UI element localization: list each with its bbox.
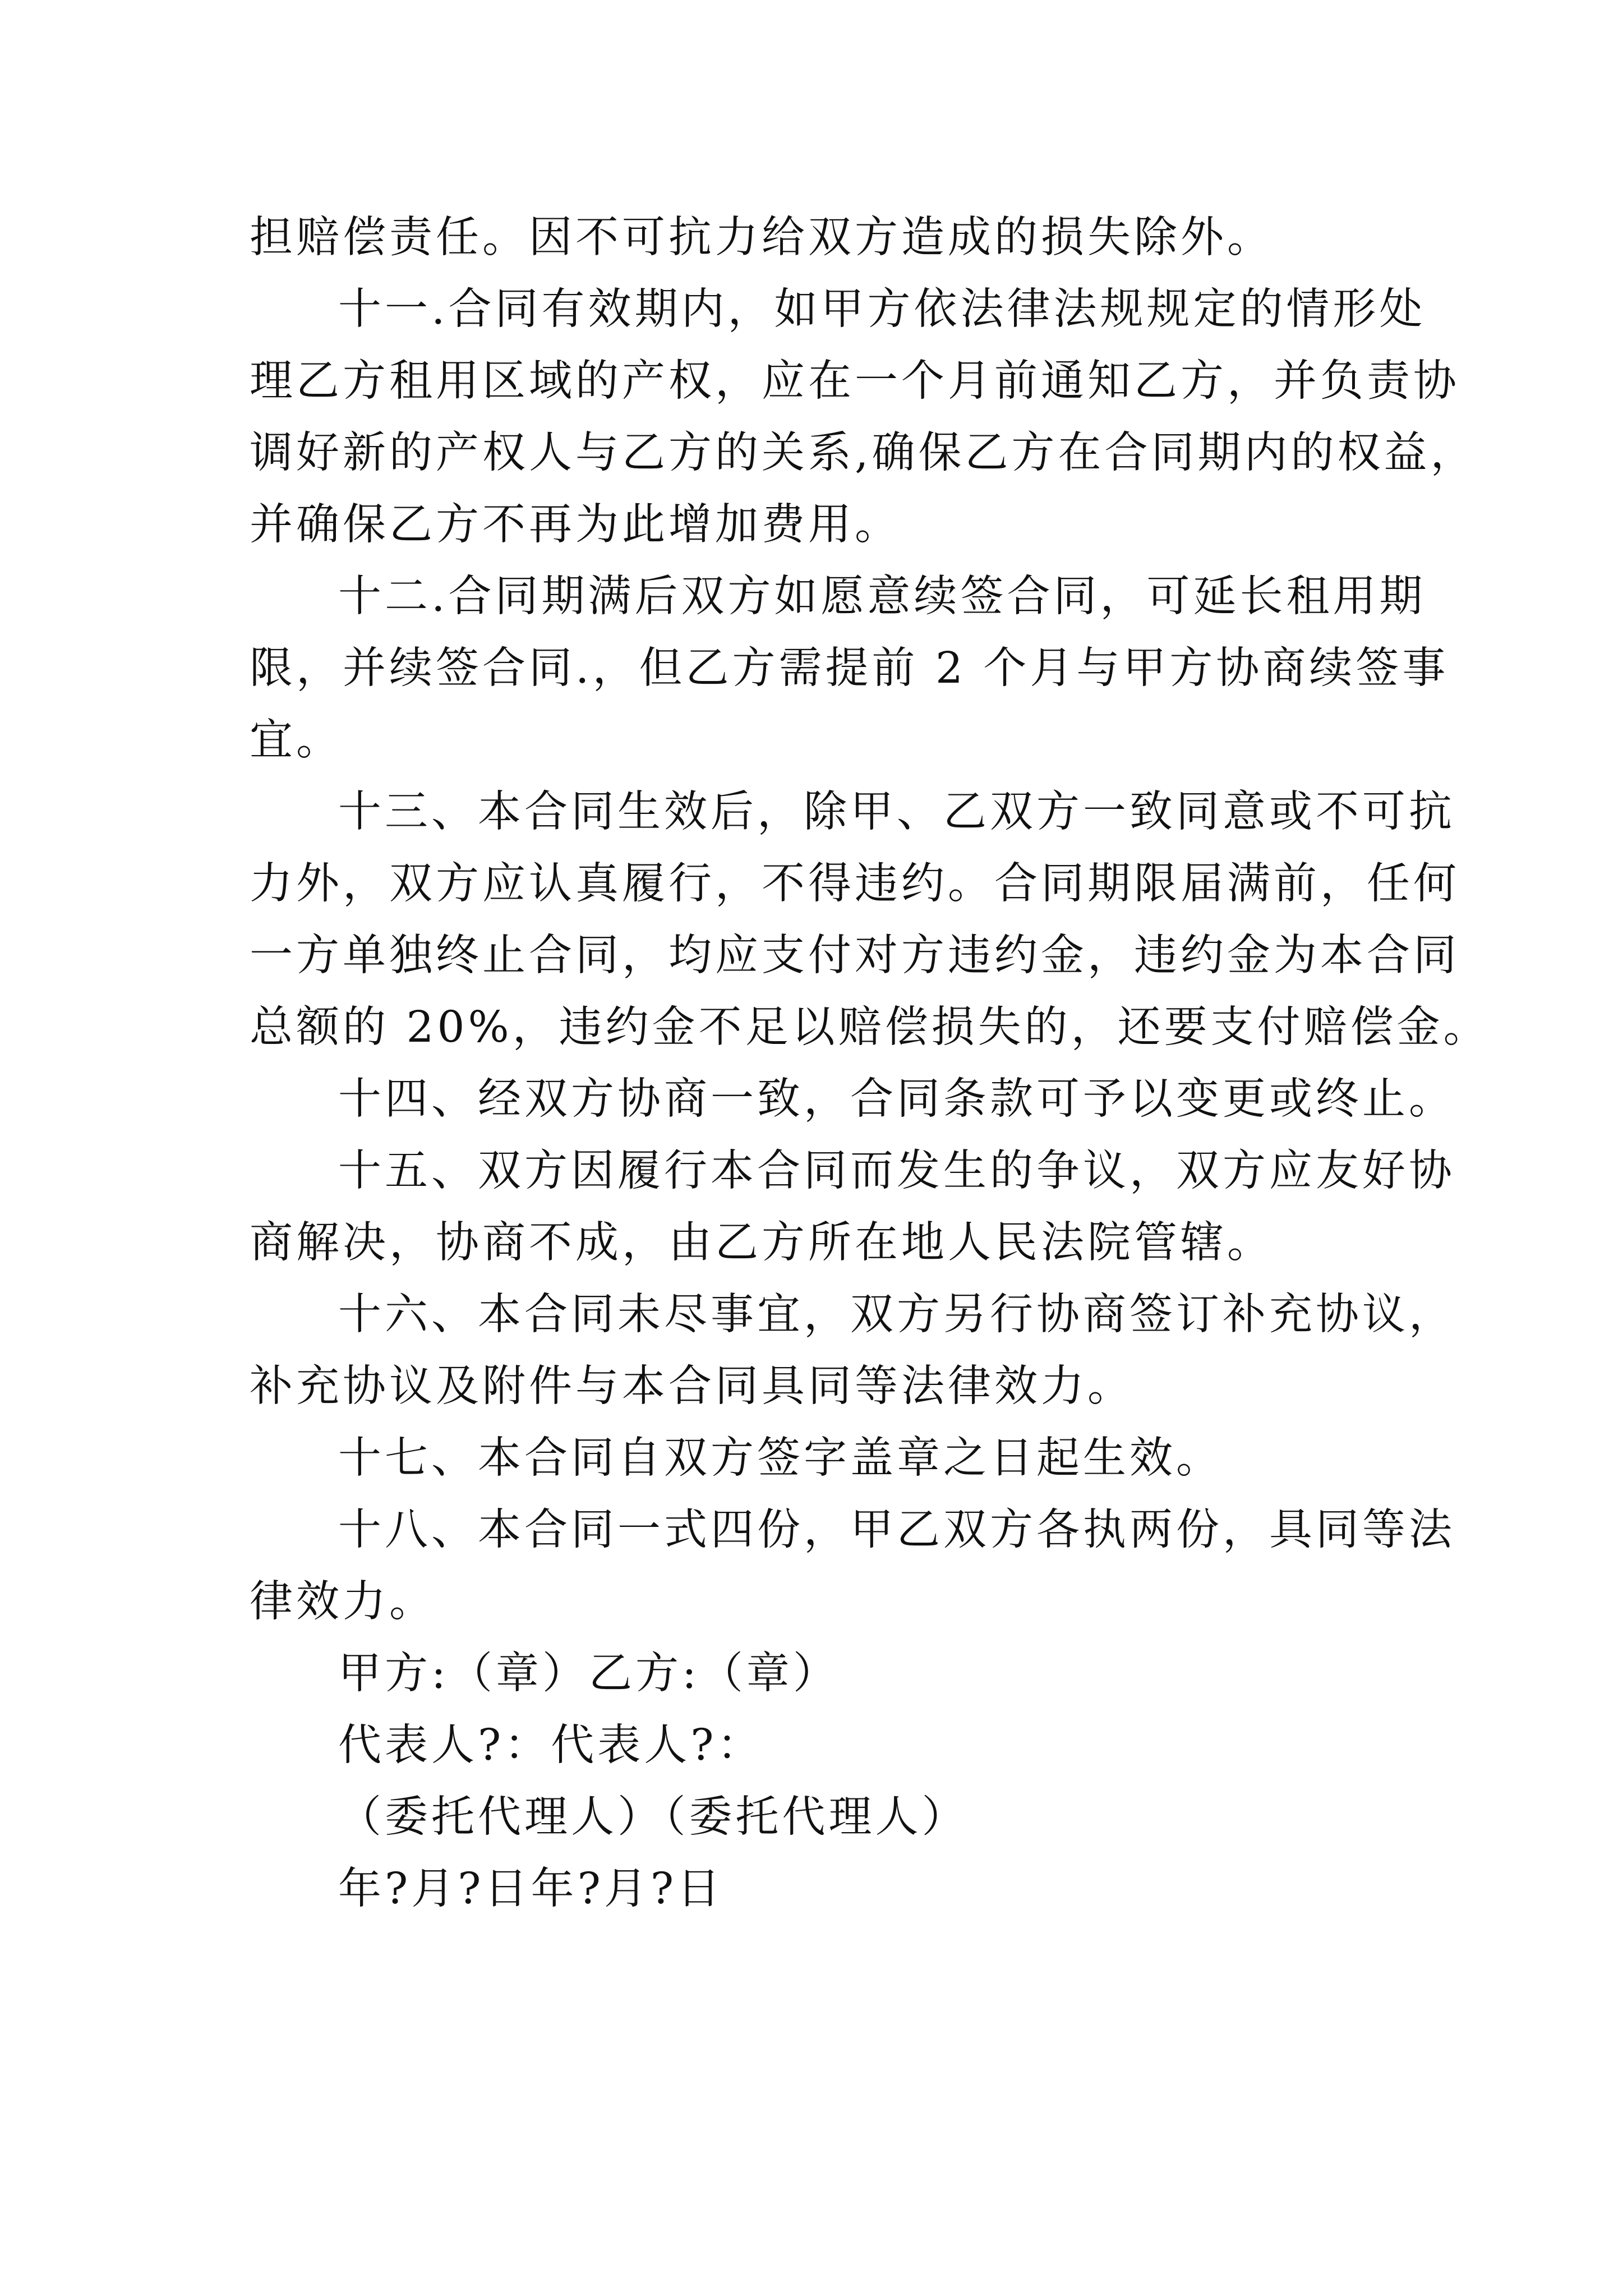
clause-16-line: 十六、本合同未尽事宜，双方另行协商签订补充协议， [338,1290,1455,1340]
text-line: 律效力。 [250,1577,436,1627]
signature-party-line: 甲方:（章）乙方:（章） [338,1649,840,1699]
text-line: 一方单独终止合同，均应支付对方违约金，违约金为本合同 [250,931,1460,981]
clause-12-line: 十二.合同期满后双方如愿意续签合同，可延长租用期 [338,572,1426,622]
text-line: 限，并续签合同.，但乙方需提前 2 个月与甲方协商续签事 [250,643,1449,693]
signature-representative-line: 代表人?：代表人?： [338,1720,764,1770]
text-line: 调好新的产权人与乙方的关系,确保乙方在合同期内的权益， [250,428,1477,478]
text-line: 宜。 [250,715,343,765]
text-line: 总额的 20%，违约金不足以赔偿损失的，还要支付赔偿金。 [250,1002,1490,1052]
text-line: 补充协议及附件与本合同具同等法律效力。 [250,1361,1134,1411]
signature-date-line: 年?月?日年?月?日 [338,1864,724,1914]
clause-11-line: 十一.合同有效期内，如甲方依法律法规规定的情形处 [338,284,1426,334]
clause-15-line: 十五、双方因履行本合同而发生的争议，双方应友好协 [338,1146,1455,1196]
text-line: 力外，双方应认真履行，不得违约。合同期限届满前，任何 [250,859,1460,909]
clause-13-line: 十三、本合同生效后，除甲、乙双方一致同意或不可抗 [338,787,1455,837]
text-line: 并确保乙方不再为此增加费用。 [250,500,901,550]
clause-18-line: 十八、本合同一式四份，甲乙双方各执两份，具同等法 [338,1505,1455,1555]
clause-14-line: 十四、经双方协商一致，合同条款可予以变更或终止。 [338,1074,1455,1124]
text-line: 商解决，协商不成，由乙方所在地人民法院管辖。 [250,1218,1274,1268]
signature-agent-line: （委托代理人）（委托代理人） [338,1792,969,1842]
clause-17-line: 十七、本合同自双方签字盖章之日起生效。 [338,1433,1223,1483]
text-line: 担赔偿责任。因不可抗力给双方造成的损失除外。 [250,213,1274,263]
contract-text [250,202,1490,1925]
text-line: 理乙方租用区域的产权，应在一个月前通知乙方，并负责协 [250,356,1460,406]
